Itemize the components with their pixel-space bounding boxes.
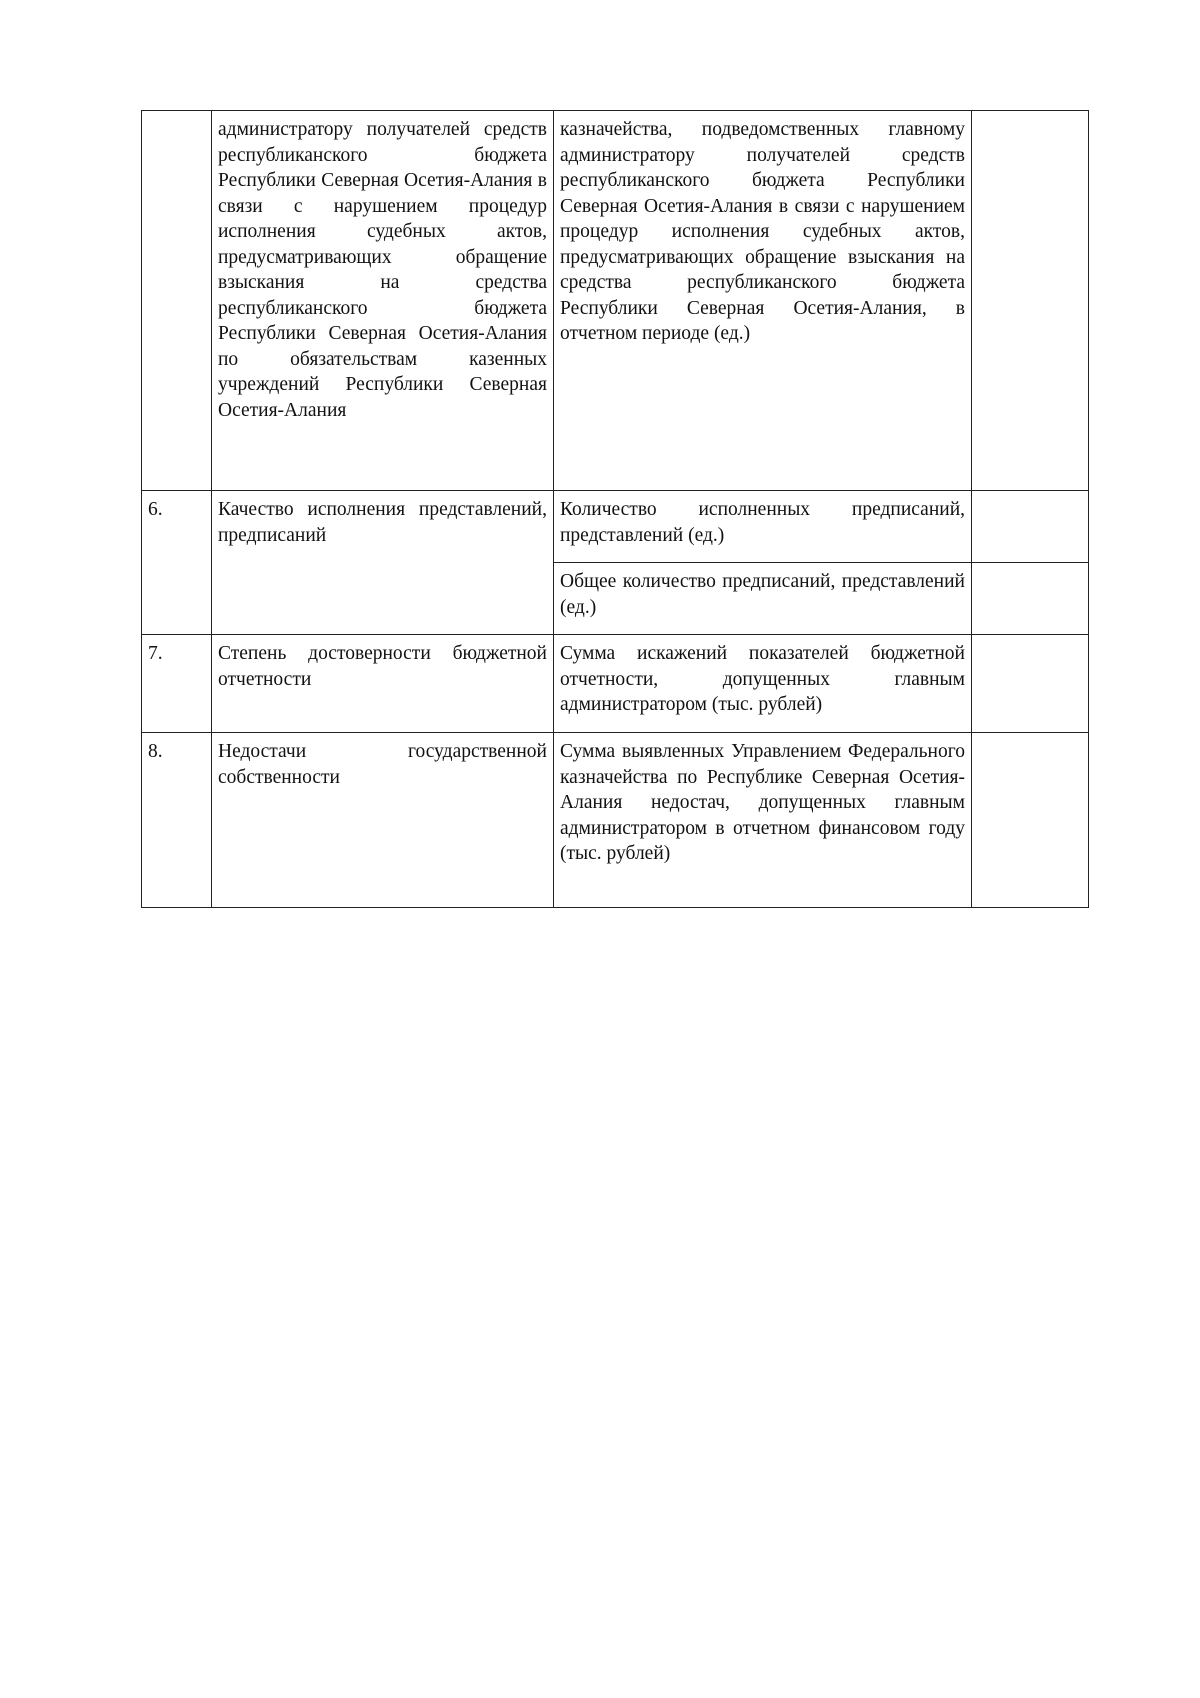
- table-row: [142, 111, 1089, 491]
- indicator-name: Степень достоверности бюджетной отчетности: [212, 635, 554, 733]
- indicators-table: [141, 110, 1089, 908]
- value-cell: [972, 733, 1089, 908]
- row-number: 8.: [142, 733, 212, 908]
- row-number: 7.: [142, 635, 212, 733]
- row-number: [142, 111, 212, 491]
- indicator-name: администратору получателей средств республиканского бюджета Республики Северная Осетия-Алания в связи с нарушением процедур исполнения судебных актов, предусматривающих обращение взыскания на средства республиканского бюджета Республики Северная Осетия-Алания по обязательствам казенных учреждений Республики Северная Осетия-Алания: [212, 111, 554, 491]
- table-row: [142, 491, 1089, 563]
- indicator-formula: Общее количество предписаний, представлений (ед.): [554, 563, 972, 635]
- indicator-formula: Сумма искажений показателей бюджетной отчетности, допущенных главным администратором (тыс. рублей): [554, 635, 972, 733]
- indicator-name: Качество исполнения представлений, предписаний: [212, 491, 554, 635]
- value-cell: [972, 111, 1089, 491]
- indicator-formula: Количество исполненных предписаний, представлений (ед.): [554, 491, 972, 563]
- indicator-name: Недостачи государственной собственности: [212, 733, 554, 908]
- value-cell: [972, 491, 1089, 563]
- value-cell: [972, 563, 1089, 635]
- row-number: 6.: [142, 491, 212, 635]
- indicator-formula: Сумма выявленных Управлением Федерального казначейства по Республике Северная Осетия-Алания недостач, допущенных главным администратором в отчетном финансовом году (тыс. рублей): [554, 733, 972, 908]
- indicator-formula: казначейства, подведомственных главному администратору получателей средств республиканского бюджета Республики Северная Осетия-Алания в связи с нарушением процедур исполнения судебных актов, предусматривающих обращение взыскания на средства республиканского бюджета Республики Северная Осетия-Алания, в отчетном периоде (ед.): [554, 111, 972, 491]
- value-cell: [972, 635, 1089, 733]
- table-row: [142, 733, 1089, 908]
- table-row: [142, 635, 1089, 733]
